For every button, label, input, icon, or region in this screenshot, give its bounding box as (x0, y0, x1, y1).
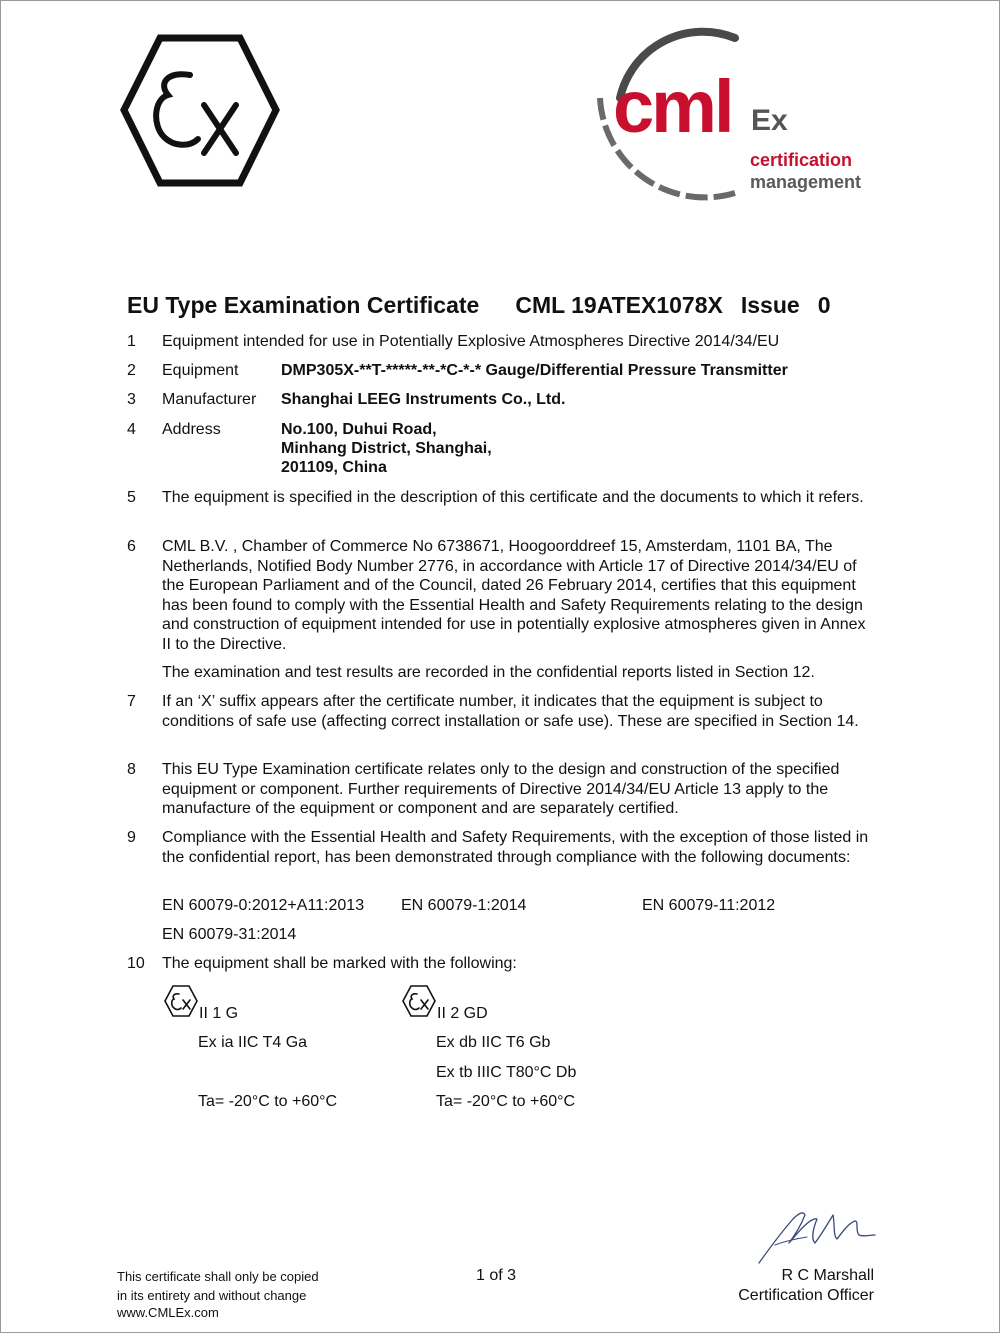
certificate-number: CML 19ATEX1078X (515, 292, 723, 318)
address-line-2: Minhang District, Shanghai, (281, 440, 492, 457)
signer-title: Certification Officer (738, 1287, 874, 1304)
section-9-text: Compliance with the Essential Health and Safety Requirements, with the exception of those listed in the confidential report, has been demonstrated through compliance with the following documents: (162, 829, 869, 866)
standard-item: EN 60079-31:2014 (162, 926, 297, 943)
marking-ambient-left: Ta= -20°C to +60°C (198, 1093, 338, 1110)
cml-ex-logo (585, 18, 875, 203)
cml-tagline-certification: certification (750, 150, 853, 170)
ex-mark-icon (164, 985, 198, 1017)
address-line-3: 201109, China (281, 459, 387, 476)
footer-website: www.CMLEx.com (117, 1305, 219, 1320)
section-number: 6 (127, 538, 136, 555)
page-number: 1 of 3 (476, 1267, 517, 1284)
marking-group-right: II 2 GD (437, 1005, 488, 1022)
equipment-label: Equipment (162, 362, 239, 379)
cml-ex-mark: Ex (751, 104, 788, 137)
section-6-text: CML B.V. , Chamber of Commerce No 6738671, Hoogoorddreef 15, Amsterdam, 1101 BA, The Netherlands, Notified Body Number 2776, in accordance with Article 17 of Directive 2014/34/EU of the European Parliament and of the Council, dated 26 February 2014, certifies that this equipment has been found to comply with the Essential Health and Safety Requirements relating to the design and construction of equipment intended for use in potentially explosive atmospheres given in Annex II to the Directive. (162, 538, 866, 653)
marking-protection-right-gas: Ex db IIC T6 Gb (436, 1034, 551, 1051)
section-number: 2 (127, 362, 136, 379)
signer-name: R C Marshall (781, 1267, 874, 1284)
address-line-1: No.100, Duhui Road, (281, 421, 437, 438)
issue-number: 0 (817, 292, 831, 318)
section-number: 3 (127, 391, 136, 408)
standard-item: EN 60079-1:2014 (401, 897, 527, 914)
section-number: 10 (127, 955, 145, 972)
ex-hexagon-logo (120, 33, 280, 188)
section-number: 4 (127, 421, 136, 438)
standard-item: EN 60079-11:2012 (642, 897, 776, 914)
ex-mark-icon (402, 985, 436, 1017)
marking-group-left: II 1 G (199, 1005, 239, 1022)
marking-protection-right-dust: Ex tb IIIC T80°C Db (436, 1064, 577, 1081)
section-6-text-2: The examination and test results are recorded in the confidential reports listed in Section 12. (162, 664, 815, 681)
marking-protection-left: Ex ia IIC T4 Ga (198, 1034, 308, 1051)
cml-tagline-management: management (750, 172, 862, 192)
section-number: 9 (127, 829, 136, 846)
section-5-text: The equipment is specified in the description of this certificate and the documents to which it refers. (162, 489, 864, 506)
equipment-value: DMP305X-**T-*****-**-*C-*-* Gauge/Differential Pressure Transmitter (281, 362, 788, 379)
section-10-text: The equipment shall be marked with the following: (162, 955, 517, 972)
footer-copy-line-2: in its entirety and without change (117, 1288, 307, 1303)
section-7-text: If an ‘X’ suffix appears after the certificate number, it indicates that the equipment is subject to conditions of safe use (affecting correct installation or safe use). These are specified in Section 14. (162, 693, 859, 730)
section-8-text: This EU Type Examination certificate relates only to the design and construction of the specified equipment or component. Further requirements of Directive 2014/34/EU Article 13 apply to the manufacture of the equipment or component and are separately certified. (162, 761, 840, 817)
manufacturer-label: Manufacturer (162, 391, 257, 408)
section-number: 7 (127, 693, 136, 710)
section-1-text: Equipment intended for use in Potentially Explosive Atmospheres Directive 2014/34/EU (162, 333, 780, 350)
signature-graphic (755, 1205, 880, 1267)
certificate-title: EU Type Examination Certificate (127, 292, 480, 318)
section-number: 5 (127, 489, 136, 506)
manufacturer-value: Shanghai LEEG Instruments Co., Ltd. (281, 391, 566, 408)
marking-ambient-right: Ta= -20°C to +60°C (436, 1093, 576, 1110)
standard-item: EN 60079-0:2012+A11:2013 (162, 897, 365, 914)
cml-wordmark: cml (613, 65, 732, 148)
issue-label: Issue (740, 292, 800, 318)
section-number: 1 (127, 333, 136, 350)
section-number: 8 (127, 761, 136, 778)
footer-copy-line-1: This certificate shall only be copied (117, 1269, 319, 1284)
certificate-heading (127, 292, 887, 319)
address-label: Address (162, 421, 221, 438)
